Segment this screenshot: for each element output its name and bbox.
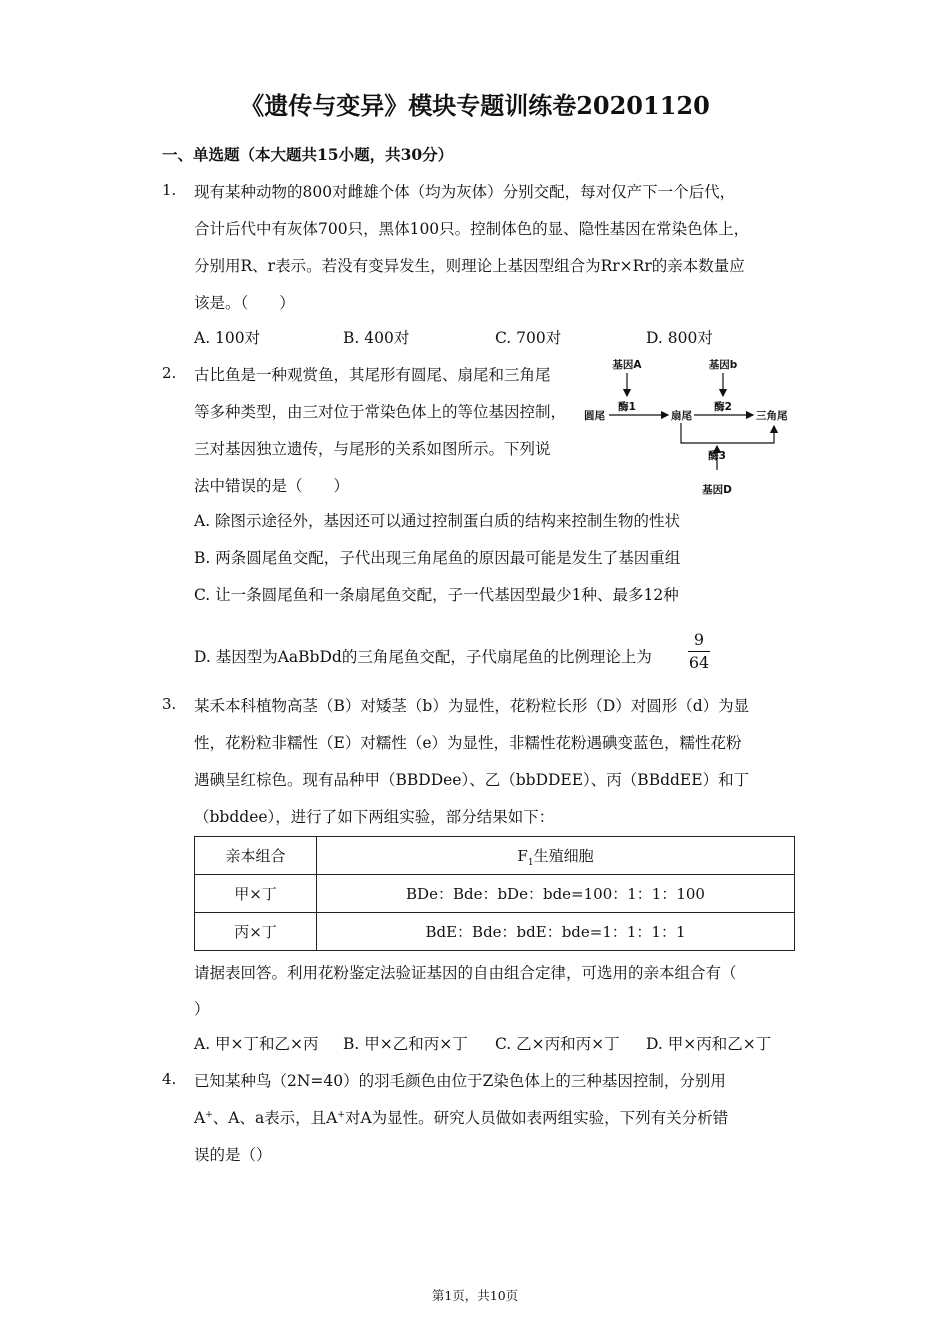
page-title: 《遗传与变异》模块专题训练卷20201120 xyxy=(240,91,710,120)
q2-line-4: 法中错误的是（ ） xyxy=(194,477,350,495)
gene-b-label: 基因b xyxy=(708,359,738,371)
table-cell: BDe：Bde：bDe：bde=100：1：1：100 xyxy=(317,875,795,913)
table-header-row xyxy=(195,837,795,875)
table-row xyxy=(195,913,795,951)
q4-line-3: 误的是（） xyxy=(194,1146,272,1164)
q1-line-1: 现有某种动物的800对雌雄个体（均为灰体）分别交配，每对仅产下一个后代， xyxy=(194,183,736,201)
q3-after-line-2: ） xyxy=(194,1000,210,1018)
fraction-denominator: 64 xyxy=(688,653,710,672)
table-cell: 丙×丁 xyxy=(195,913,317,951)
gene-d-label: 基因D xyxy=(702,484,732,496)
q1-option-c: C. 700对 xyxy=(495,329,562,347)
gene-a-label: 基因A xyxy=(612,359,642,371)
enzyme1-label: 酶1 xyxy=(618,401,636,413)
q4-number: 4. xyxy=(162,1070,177,1088)
q2-option-d: D. 基因型为AaBbDd的三角尾鱼交配，子代扇尾鱼的比例理论上为 xyxy=(194,648,652,666)
q2-line-1: 古比鱼是一种观赏鱼，其尾形有圆尾、扇尾和三角尾 xyxy=(194,366,551,384)
q2-line-3: 三对基因独立遗传，与尾形的关系如图所示。下列说 xyxy=(194,440,551,458)
q3-option-c: C. 乙×丙和丙×丁 xyxy=(495,1035,620,1053)
q2-option-a: A. 除图示途径外，基因还可以通过控制蛋白质的结构来控制生物的性状 xyxy=(194,512,681,530)
q3-option-d: D. 甲×丙和乙×丁 xyxy=(646,1035,772,1053)
enzyme3-path xyxy=(681,423,774,443)
fan-tail-label: 扇尾 xyxy=(671,410,692,422)
q2-option-d-fraction xyxy=(688,630,710,673)
table-cell: BdE：Bde：bdE：bde=1：1：1：1 xyxy=(317,913,795,951)
q1-line-2: 合计后代中有灰体700只，黑体100只。控制体色的显、隐性基因在常染色体上， xyxy=(194,220,750,238)
triangle-tail-label: 三角尾 xyxy=(756,410,788,422)
tail-pathway-diagram xyxy=(580,352,795,500)
q3-line-4: （bbddee），进行了如下两组实验，部分结果如下： xyxy=(194,808,555,826)
table-header-cell: 亲本组合 xyxy=(195,837,317,875)
q3-option-b: B. 甲×乙和丙×丁 xyxy=(343,1035,468,1053)
q3-line-3: 遇碘呈红棕色。现有品种甲（BBDDee）、乙（bbDDEE）、丙（BBddEE）和丁 xyxy=(194,771,750,789)
table-cell: 甲×丁 xyxy=(195,875,317,913)
gamete-table xyxy=(194,836,795,951)
table-row xyxy=(195,875,795,913)
section-heading: 一、单选题（本大题共15小题，共30分） xyxy=(162,145,454,164)
q4-line-1: 已知某种鸟（2N=40）的羽毛颜色由位于Z染色体上的三种基因控制，分别用 xyxy=(194,1072,726,1090)
q3-after-line-1: 请据表回答。利用花粉鉴定法验证基因的自由组合定律，可选用的亲本组合有（ xyxy=(194,964,737,982)
fraction-numerator: 9 xyxy=(693,630,705,649)
q1-line-4: 该是。（ ） xyxy=(194,294,295,312)
q2-option-c: C. 让一条圆尾鱼和一条扇尾鱼交配，子一代基因型最少1种、最多12种 xyxy=(194,586,679,604)
q2-number: 2. xyxy=(162,364,177,382)
table-header-cell: $F_1$生殖细胞 xyxy=(317,837,795,875)
q2-option-b: B. 两条圆尾鱼交配，子代出现三角尾鱼的原因最可能是发生了基因重组 xyxy=(194,549,681,567)
q1-line-3: 分别用R、r表示。若没有变异发生，则理论上基因型组合为Rr×Rr的亲本数量应 xyxy=(194,257,745,275)
page-footer: 第1页，共10页 xyxy=(431,1288,519,1303)
fraction-bar xyxy=(688,651,710,652)
enzyme3-label: 酶3 xyxy=(708,450,726,462)
q1-option-a: A. 100对 xyxy=(194,329,261,347)
q2-line-2: 等多种类型，由三对位于常染色体上的等位基因控制， xyxy=(194,403,567,421)
round-tail-label: 圆尾 xyxy=(584,410,605,422)
q1-option-d: D. 800对 xyxy=(646,329,713,347)
q3-line-1: 某禾本科植物高茎（B）对矮茎（b）为显性，花粉粒长形（D）对圆形（d）为显 xyxy=(194,697,750,715)
q1-option-b: B. 400对 xyxy=(343,329,410,347)
q1-number: 1. xyxy=(162,181,177,199)
q3-number: 3. xyxy=(162,695,177,713)
q4-line-2: A+、A、a表示，且A+对A为显性。研究人员做如表两组实验，下列有关分析错 xyxy=(194,1109,729,1127)
q3-option-a: A. 甲×丁和乙×丙 xyxy=(194,1035,319,1053)
q3-line-2: 性，花粉粒非糯性（E）对糯性（e）为显性，非糯性花粉遇碘变蓝色，糯性花粉 xyxy=(194,734,742,752)
enzyme2-label: 酶2 xyxy=(714,401,732,413)
